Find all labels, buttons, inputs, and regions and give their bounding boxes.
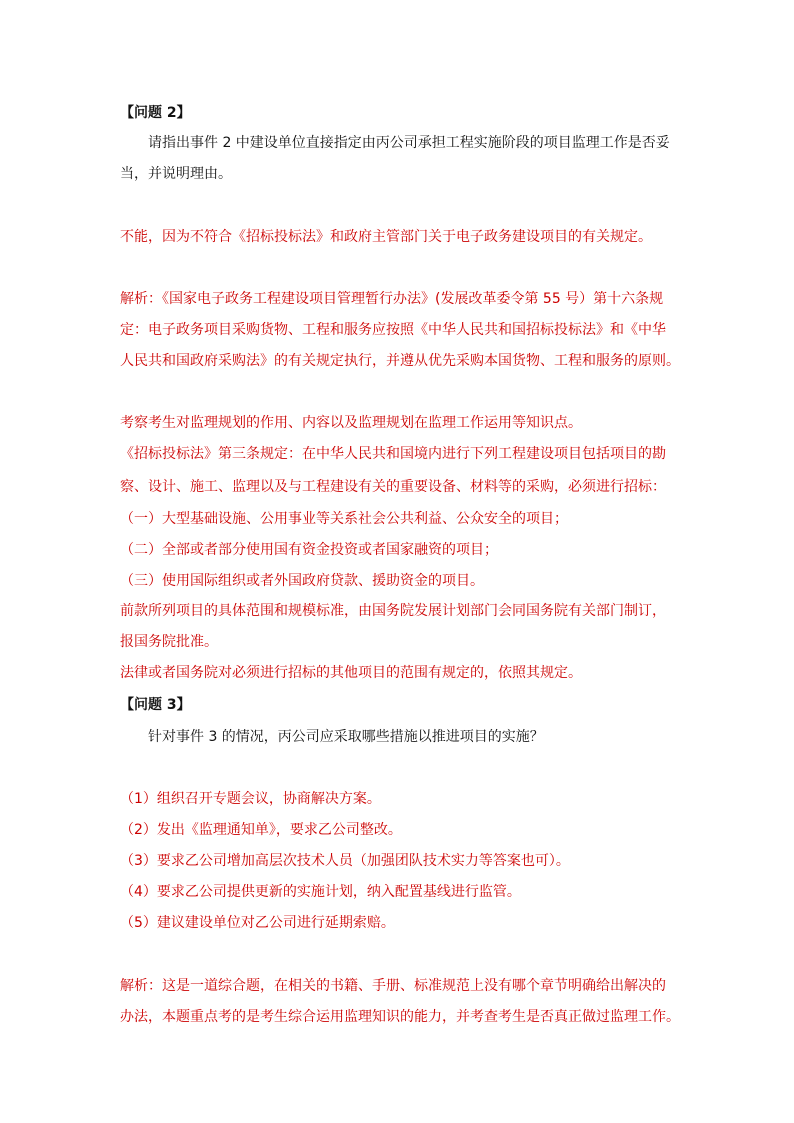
q2-note-line-6: （三）使用国际组织或者外国政府贷款、援助资金的项目。: [120, 573, 484, 589]
q2-analysis-line-2: 定：电子政务项目采购货物、工程和服务应按照《中华人民共和国招标投标法》和《中华: [120, 322, 666, 338]
q3-analysis-line-2: 办法，本题重点考的是考生综合运用监理知识的能力，并考查考生是否真正做过监理工作。: [120, 1009, 680, 1025]
q2-note-line-9: 法律或者国务院对必须进行招标的其他项目的范围有规定的，依照其规定。: [120, 665, 582, 681]
q2-note-line-7: 前款所列项目的具体范围和规模标准，由国务院发展计划部门会同国务院有关部门制订，: [120, 603, 666, 619]
q2-analysis-line-1: 解析：《国家电子政务工程建设项目管理暂行办法》(发展改革委令第 55 号）第十六条规: [120, 291, 664, 307]
q2-answer: 不能，因为不符合《招标投标法》和政府主管部门关于电子政务建设项目的有关规定。: [120, 229, 652, 245]
q2-question-line-2: 当，并说明理由。: [120, 166, 232, 182]
q3-answer-1: （1）组织召开专题会议，协商解决方案。: [120, 791, 381, 807]
q2-analysis-line-3: 人民共和国政府采购法》的有关规定执行，并遵从优先采购本国货物、工程和服务的原则。: [120, 353, 680, 369]
q2-question-line-1: 请指出事件 2 中建设单位直接指定由丙公司承担工程实施阶段的项目监理工作是否妥: [148, 135, 670, 151]
q3-answer-5: （5）建议建设单位对乙公司进行延期索赔。: [120, 915, 395, 931]
q3-answer-3: （3）要求乙公司增加高层次技术人员（加强团队技术实力等答案也可）。: [120, 853, 570, 869]
q2-note-line-3: 察、设计、施工、监理以及与工程建设有关的重要设备、材料等的采购，必须进行招标：: [120, 479, 666, 495]
q3-answer-4: （4）要求乙公司提供更新的实施计划，纳入配置基线进行监管。: [120, 884, 521, 900]
q3-analysis-line-1: 解析：这是一道综合题，在相关的书籍、手册、标准规范上没有哪个章节明确给出解决的: [120, 978, 666, 994]
q2-heading: 【问题 2】: [120, 105, 191, 121]
q2-note-line-8: 报国务院批准。: [120, 634, 218, 650]
q2-note-line-2: 《招标投标法》第三条规定：在中华人民共和国境内进行下列工程建设项目包括项目的勘: [120, 446, 666, 462]
q3-question: 针对事件 3 的情况，丙公司应采取哪些措施以推进项目的实施？: [148, 729, 544, 745]
q3-answer-2: （2）发出《监理通知单》，要求乙公司整改。: [120, 822, 402, 838]
q2-note-line-4: （一）大型基础设施、公用事业等关系社会公共利益、公众安全的项目；: [120, 511, 568, 527]
q2-note-line-1: 考察考生对监理规划的作用、内容以及监理规划在监理工作运用等知识点。: [120, 415, 582, 431]
q3-heading: 【问题 3】: [120, 697, 191, 713]
q2-note-line-5: （二）全部或者部分使用国有资金投资或者国家融资的项目；: [120, 542, 498, 558]
